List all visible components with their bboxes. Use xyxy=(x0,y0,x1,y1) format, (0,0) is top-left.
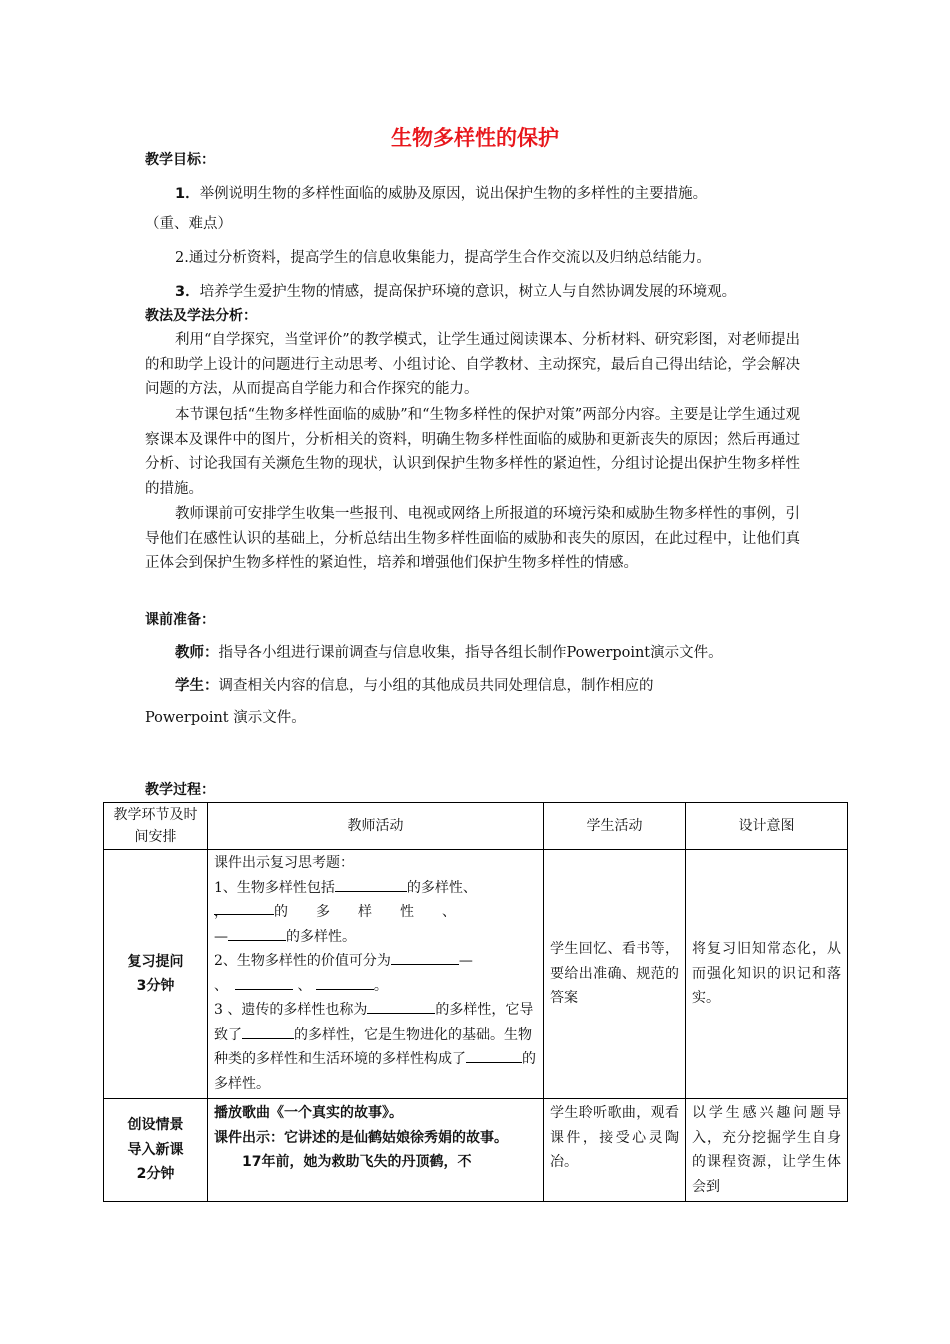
prep-student xyxy=(175,674,835,699)
stage-name-2: 导入新课 xyxy=(127,1141,184,1158)
table-row xyxy=(104,1099,848,1202)
objective-3 xyxy=(175,280,835,305)
column-header-stage: 教学环节及时间安排 xyxy=(104,803,208,850)
student-activity-cell: 学生回忆、看书等，要给出准确、规范的答案 xyxy=(544,850,686,1099)
teacher-activity-cell xyxy=(208,850,544,1099)
stage-cell xyxy=(104,1099,208,1202)
table-header-row xyxy=(104,803,848,850)
prep-heading: 课前准备： xyxy=(145,612,215,628)
methods-paragraph-3: 教师课前可安排学生收集一些报刊、电视或网络上所报道的环境污染和威胁生物多样性的事例，引导他们在感性认识的基础上，分析总结出生物多样性面临的威胁和丧失的原因，在此过程中，让他们真正体会到保护生物多样性的紧迫性，培养和增强他们保护生物多样性的情感。 xyxy=(145,506,800,572)
question-3: 3 、遗传的多样性也称为 的多样性，它导致了 的多样性，它是生物进化的基础。生物种类的多样性和生活环境的多样性构成了 的多样性。 xyxy=(214,998,537,1096)
column-header-teacher: 教师活动 xyxy=(208,803,544,850)
design-intent-cell: 将复习旧知常态化，从而强化知识的识记和落实。 xyxy=(686,850,848,1099)
methods-heading: 教法及学法分析： xyxy=(145,308,257,324)
table-row xyxy=(104,850,848,1099)
objective-1-number: 1． xyxy=(175,186,200,202)
objective-1 xyxy=(175,182,835,207)
design-intent-cell: 以学生感兴趣问题导入，充分挖掘学生自身的课程资源，让学生体会到 xyxy=(686,1099,848,1202)
objective-2: 2.通过分析资料，提高学生的信息收集能力，提高学生合作交流以及归纳总结能力。 xyxy=(175,250,711,266)
prep-student-label: 学生： xyxy=(175,678,219,694)
prep-student-cont: Powerpoint 演示文件。 xyxy=(145,710,306,726)
teacher-story: 17年前，她为救助飞失的丹顶鹤，不 xyxy=(242,1154,472,1170)
objective-1-note: （重、难点） xyxy=(145,216,232,232)
methods-paragraph-1: 利用“自学探究，当堂评价”的教学模式，让学生通过阅读课本、分析材料、研究彩图，对老师提出的和助学上设计的问题进行主动思考、小组讨论、自学教材、主动探究，最后自己得出结论，学会解决问题的方法，从而提高自学能力和合作探究的能力。 xyxy=(145,332,800,398)
column-header-intent: 设计意图 xyxy=(686,803,848,850)
prep-student-text: 调查相关内容的信息，与小组的其他成员共同处理信息，制作相应的 xyxy=(218,678,654,694)
question-2-cont: 、 、 。 xyxy=(214,974,537,999)
objective-3-number: 3． xyxy=(175,284,200,300)
prep-teacher-label: 教师： xyxy=(175,645,219,661)
objectives-heading: 教学目标： xyxy=(145,152,215,168)
question-1-end: — 的多样性。 xyxy=(214,925,537,950)
stage-time: 2分钟 xyxy=(136,1166,175,1183)
question-1-cont: ， 的 多 样 性 、 xyxy=(214,900,537,925)
teacher-slide: 课件出示：它讲述的是仙鹤姑娘徐秀娟的故事。 xyxy=(214,1129,508,1146)
prep-teacher xyxy=(175,641,835,666)
methods-paragraph-2: 本节课包括“生物多样性面临的威胁”和“生物多样性的保护对策”两部分内容。主要是让学生通过观察课本及课件中的图片，分析相关的资料，明确生物多样性面临的威胁和更新丧失的原因；然后再通过分析、讨论我国有关濒危生物的现状，认识到保护生物多样性的紧迫性，分组讨论提出保护生物多样性的措施。 xyxy=(145,407,800,498)
column-header-student: 学生活动 xyxy=(544,803,686,850)
teacher-activity-cell xyxy=(208,1099,544,1202)
stage-cell xyxy=(104,850,208,1099)
stage-name: 复习提问 xyxy=(127,953,184,970)
process-table xyxy=(103,802,848,1202)
teacher-song: 播放歌曲《一个真实的故事》。 xyxy=(214,1105,403,1121)
student-activity-cell: 学生聆听歌曲，观看课件，接受心灵陶冶。 xyxy=(544,1099,686,1202)
stage-name: 创设情景 xyxy=(127,1117,184,1134)
objective-3-text: 培养学生爱护生物的情感，提高保护环境的意识，树立人与自然协调发展的环境观。 xyxy=(199,284,737,300)
prep-teacher-text: 指导各小组进行课前调查与信息收集，指导各组长制作Powerpoint演示文件。 xyxy=(218,645,723,661)
document-title: 生物多样性的保护 xyxy=(391,126,559,150)
question-2: 2、生物多样性的价值可分为 — xyxy=(214,949,537,974)
teacher-intro: 课件出示复习思考题： xyxy=(214,855,354,871)
process-heading: 教学过程： xyxy=(145,782,215,798)
stage-time: 3分钟 xyxy=(136,978,175,994)
question-1: 1、生物多样性包括 的多样性、 xyxy=(214,876,537,901)
objective-1-text: 举例说明生物的多样性面临的威胁及原因，说出保护生物的多样性的主要措施。 xyxy=(199,186,708,202)
